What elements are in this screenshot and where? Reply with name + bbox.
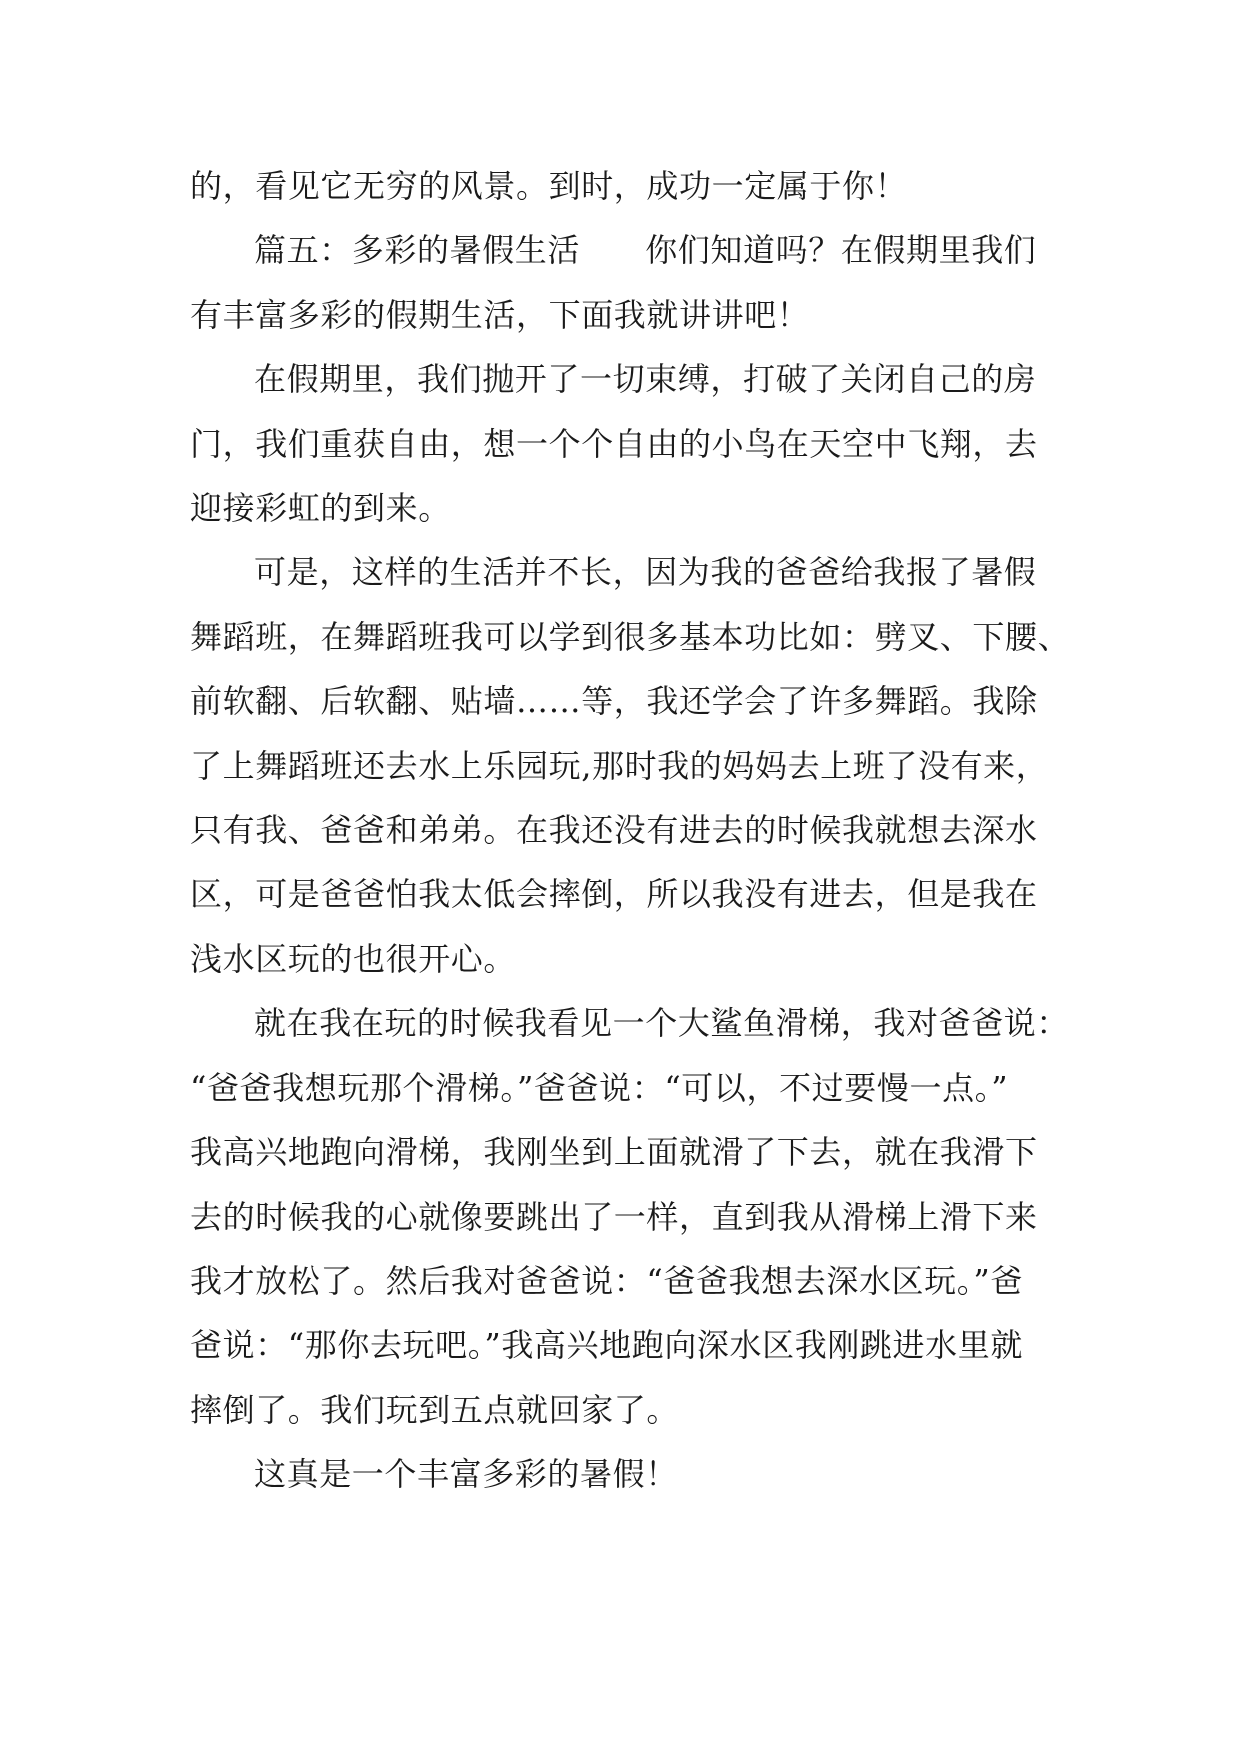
text-line: 篇五：多彩的暑假生活 你们知道吗？在假期里我们 [254, 231, 1037, 270]
text-line: 在假期里，我们抛开了一切束缚，打破了关闭自己的房 [254, 360, 1037, 399]
text-line: 我高兴地跑向滑梯，我刚坐到上面就滑了下去，就在我滑下 [190, 1133, 1038, 1172]
text-line: 迎接彩虹的到来。 [190, 489, 451, 528]
text-line: 了上舞蹈班还去水上乐园玩,那时我的妈妈去上班了没有来， [190, 746, 1049, 785]
text-line: 舞蹈班，在舞蹈班我可以学到很多基本功比如：劈叉、下腰、 [190, 617, 1071, 656]
text-line: 有丰富多彩的假期生活，下面我就讲讲吧！ [190, 295, 810, 334]
text-line: 爸说：“那你去玩吧。”我高兴地跑向深水区我刚跳进水里就 [190, 1326, 1023, 1365]
text-line: 就在我在玩的时候我看见一个大鲨鱼滑梯，我对爸爸说： [254, 1004, 1070, 1043]
text-line: 浅水区玩的也很开心。 [190, 939, 517, 978]
text-line: 摔倒了。我们玩到五点就回家了。 [190, 1390, 680, 1429]
text-line: 只有我、爸爸和弟弟。在我还没有进去的时候我就想去深水 [190, 811, 1038, 850]
text-line: 我才放松了。然后我对爸爸说：“爸爸我想去深水区玩。”爸 [190, 1261, 1023, 1300]
text-line: 区，可是爸爸怕我太低会摔倒，所以我没有进去，但是我在 [190, 875, 1038, 914]
text-line: 的，看见它无穷的风景。到时，成功一定属于你！ [190, 167, 908, 205]
document-body [190, 154, 1071, 1507]
text-line: 前软翻、后软翻、贴墙……等，我还学会了许多舞蹈。我除 [190, 682, 1038, 721]
text-line: 这真是一个丰富多彩的暑假！ [254, 1455, 678, 1494]
text-line: “爸爸我想玩那个滑梯。”爸爸说：“可以，不过要慢一点。” [190, 1068, 1009, 1107]
text-line: 可是，这样的生活并不长，因为我的爸爸给我报了暑假 [254, 553, 1037, 592]
text-line: 去的时候我的心就像要跳出了一样，直到我从滑梯上滑下来 [190, 1197, 1038, 1236]
text-line: 门，我们重获自由，想一个个自由的小鸟在天空中飞翔，去 [190, 424, 1038, 463]
